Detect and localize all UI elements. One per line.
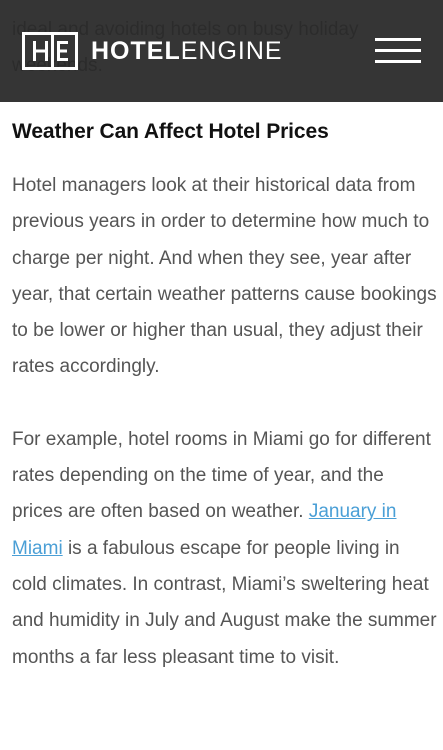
article-body [12,102,437,676]
site-header [0,0,443,102]
paragraph-miami-text-start: For example, hotel rooms in Miami go for different rates depending on the time of year, and the prices are often based on weather. [12,428,431,523]
paragraph-historical-data: Hotel managers look at their historical data from previous years in order to determine how much to charge per night. And when they see, year after year, that certain weather patterns cause bookings to be lower or higher than usual, they adjust their rates accordingly. [12,175,437,378]
section-heading: Weather Can Affect Hotel Prices [12,120,329,143]
brand-name-light: ENGINE [180,36,283,65]
brand-name [91,32,283,70]
paragraph-miami-text-end: is a fabulous escape for people living in cold climates. In contrast, Miami’s sweltering heat and humidity in July and August make the summer months a far less pleasant time to visit. [12,537,437,668]
he-logo-mark-icon [22,32,78,70]
hamburger-menu-icon[interactable] [375,38,421,64]
january-in-miami-link[interactable]: January in Miami [12,501,397,559]
brand-name-bold: HOTEL [91,36,181,65]
paragraph-miami-example [12,422,437,676]
hotel-engine-logo[interactable] [22,31,283,70]
